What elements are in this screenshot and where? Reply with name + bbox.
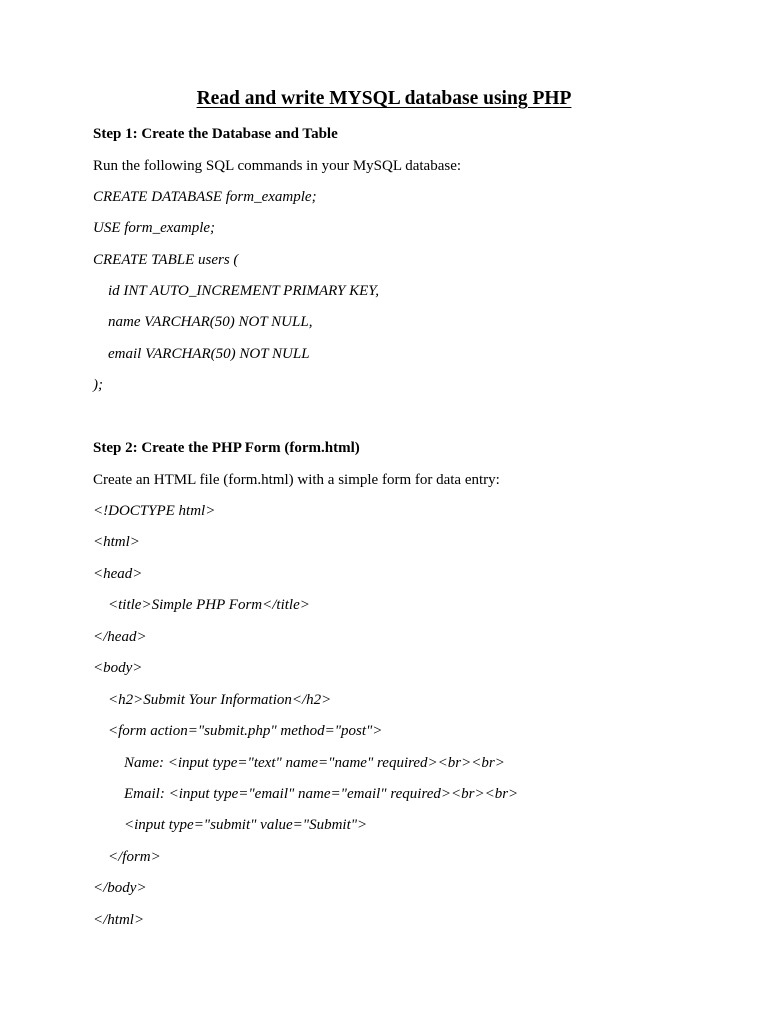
code-line: <input type="submit" value="Submit">	[124, 817, 368, 833]
sql-line: id INT AUTO_INCREMENT PRIMARY KEY,	[108, 283, 380, 299]
code-line: Email: <input type="email" name="email" required><br><br>	[124, 786, 519, 802]
code-line: </head>	[93, 629, 147, 645]
code-line: <head>	[93, 566, 143, 582]
code-line: </form>	[108, 849, 161, 865]
sql-line: email VARCHAR(50) NOT NULL	[108, 346, 310, 362]
sql-line: name VARCHAR(50) NOT NULL,	[108, 314, 313, 330]
code-line: <!DOCTYPE html>	[93, 503, 216, 519]
code-line: <body>	[93, 660, 143, 676]
code-line: Name: <input type="text" name="name" required><br><br>	[124, 755, 505, 771]
document-title: Read and write MYSQL database using PHP	[196, 88, 572, 109]
sql-line: USE form_example;	[93, 220, 216, 236]
code-line: </html>	[93, 912, 145, 928]
code-line: <html>	[93, 534, 140, 550]
sql-line: CREATE TABLE users (	[93, 252, 239, 268]
step2-heading: Step 2: Create the PHP Form (form.html)	[93, 440, 360, 456]
step1-heading: Step 1: Create the Database and Table	[93, 126, 338, 142]
code-line: <form action="submit.php" method="post">	[108, 723, 383, 739]
step1-intro: Run the following SQL commands in your MySQL database:	[93, 158, 462, 174]
code-line: <h2>Submit Your Information</h2>	[108, 692, 332, 708]
sql-line: CREATE DATABASE form_example;	[93, 189, 317, 205]
code-line: <title>Simple PHP Form</title>	[108, 597, 310, 613]
step2-intro: Create an HTML file (form.html) with a simple form for data entry:	[93, 472, 500, 488]
sql-line: );	[93, 377, 103, 393]
code-line: </body>	[93, 880, 147, 896]
